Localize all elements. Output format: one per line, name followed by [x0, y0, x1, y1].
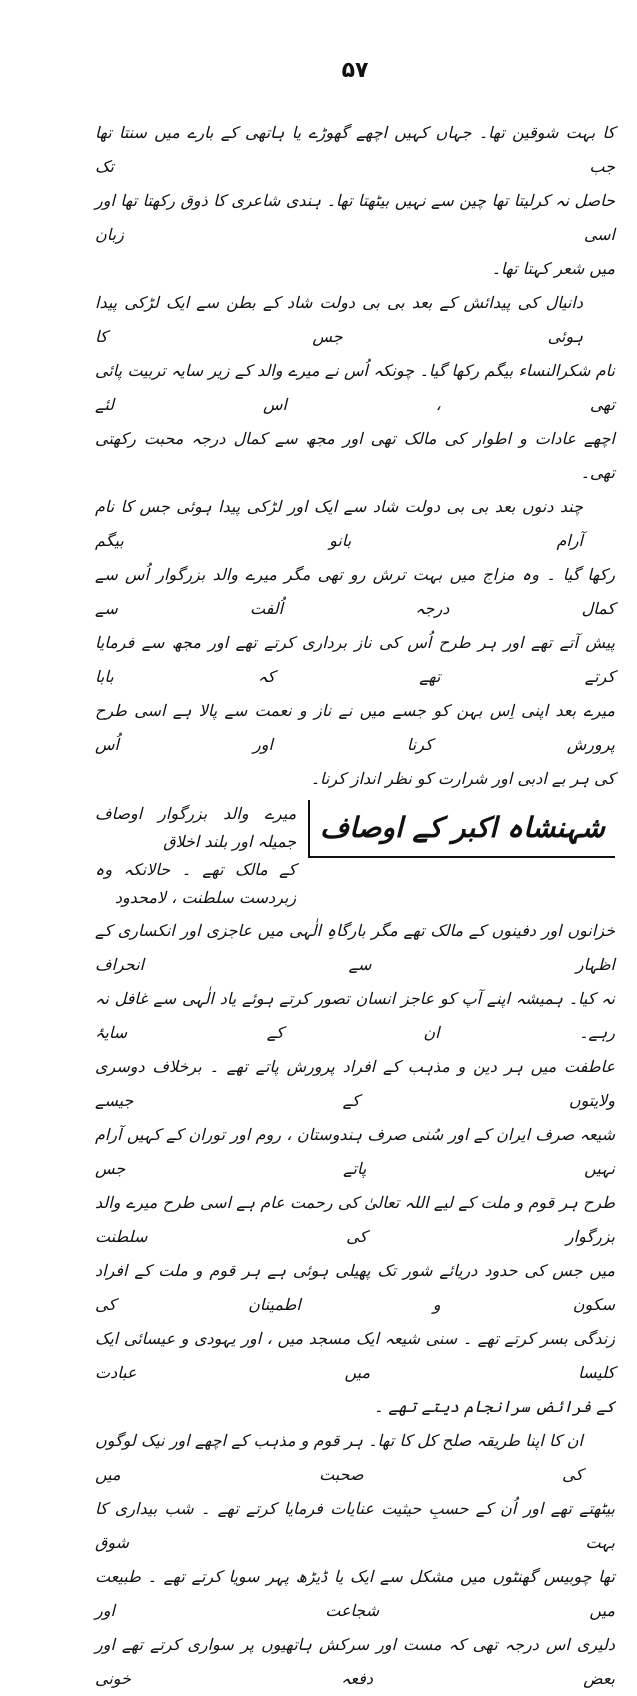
- text-line: میرے بعد اپنی اِس بہن کو جسے میں نے ناز و نعمت سے پالا ہے اسی طرح پرورش کرنا اور اُس: [95, 701, 615, 754]
- text-line: بیٹھتے تھے اور اُن کے حسبِ حیثیت عنایات فرمایا کرتے تھے ۔ شب بیداری کا بہت شوق: [95, 1499, 615, 1552]
- text-line: نہ کیا۔ ہمیشہ اپنے آپ کو عاجز انسان تصور کرتے ہوئے یاد الٰہی سے غافل نہ رہے۔ ان کے سایۂ: [95, 989, 615, 1042]
- paragraph-1: [95, 116, 615, 286]
- text-line: کا بہت شوقین تھا۔ جہاں کہیں اچھے گھوڑے یا ہاتھی کے بارے میں سنتا تھا جب تک: [95, 123, 615, 176]
- heading-side-text: [95, 800, 296, 912]
- paragraph-3: [95, 490, 615, 796]
- text-line: دانیال کی پیدائش کے بعد بی بی دولت شاد کے بطن سے ایک لڑکی پیدا ہوئی جس کا: [95, 293, 583, 346]
- paragraph-4: [95, 914, 615, 1424]
- text-line: کی ہر بے ادبی اور شرارت کو نظر انداز کرنا۔: [310, 769, 615, 788]
- section-heading-row: [95, 800, 615, 912]
- text-line: رکھا گیا ۔ وہ مزاج میں بہت ترش رو تھی مگر میرے والد بزرگوار اُس سے کمال درجہ اُلفت سے: [95, 565, 615, 618]
- text-line: عاطفت میں ہر دین و مذہب کے افراد پرورش پاتے تھے ۔ برخلاف دوسری ولایتوں کے جیسے: [95, 1057, 616, 1110]
- paragraph-2: [95, 286, 615, 490]
- text-line: اچھے عادات و اطوار کی مالک تھی اور مجھ سے کمال درجہ محبت رکھتی تھی۔: [95, 429, 615, 482]
- section-heading: شہنشاہ اکبر کے اوصاف: [308, 800, 615, 858]
- text-line: دلیری اس درجہ تھی کہ مست اور سرکش ہاتھیوں پر سواری کرتے تھے اور بعض دفعہ خونی: [95, 1635, 615, 1688]
- page: [95, 0, 615, 1696]
- text-line: پیش آتے تھے اور ہر طرح اُس کی ناز برداری کرتے تھے اور مجھ سے فرمایا کرتے تھے کہ بابا: [95, 633, 615, 686]
- text-line: ان کا اپنا طریقہ صلح کل کا تھا۔ ہر قوم و مذہب کے اچھے اور نیک لوگوں کی صحبت میں: [95, 1431, 583, 1484]
- text-line: میں جس کی حدود دریائے شور تک پھیلی ہوئی ہے ہر قوم و ملت کے افراد سکون و اطمینان کی: [95, 1261, 615, 1314]
- text-line: زندگی بسر کرتے تھے ۔ سنی شیعہ ایک مسجد میں ، اور یہودی و عیسائی ایک کلیسا میں عبادت: [95, 1329, 615, 1382]
- text-line: خزانوں اور دفینوں کے مالک تھے مگر بارگاہِ الٰہی میں عاجزی اور انکساری کے اظہار سے انحراف: [95, 921, 615, 974]
- text-line: کے فرائض سرانجام دیتے تھے ۔: [373, 1397, 615, 1416]
- text-line: طرح ہر قوم و ملت کے لیے اللہ تعالیٰ کی رحمت عام ہے اسی طرح میرے والد بزرگوار کی سلطنت: [95, 1193, 615, 1246]
- text-line: حاصل نہ کرلیتا تھا چین سے نہیں بیٹھتا تھا۔ ہندی شاعری کا ذوق رکھتا تھا اور اسی زبان: [95, 191, 615, 244]
- text-line: میرے والد بزرگوار اوصاف جمیلہ اور بلند اخلاق: [95, 804, 297, 851]
- text-line: تھا چوبیس گھنٹوں میں مشکل سے ایک یا ڈیڑھ پہر سویا کرتے تھے ۔ طبیعت میں شجاعت اور: [95, 1567, 615, 1620]
- text-line: کے مالک تھے ۔ حالانکہ وہ زبردست سلطنت ، لامحدود: [95, 860, 297, 907]
- text-line: نام شکرالنساء بیگم رکھا گیا۔ چونکہ اُس نے میرے والد کے زیر سایہ تربیت پائی تھی ، اس لئے: [95, 361, 615, 414]
- page-number: ۵۷: [341, 58, 369, 83]
- text-line: چند دنوں بعد بی بی دولت شاد سے ایک اور لڑکی پیدا ہوئی جس کا نام آرام بانو بیگم: [95, 497, 583, 550]
- text-line: شیعہ صرف ایران کے اور سُنی صرف ہندوستان ، روم اور توران کے کہیں آرام نہیں پاتے جس: [95, 1125, 615, 1178]
- text-line: میں شعر کہتا تھا۔: [491, 259, 615, 278]
- paragraph-5: [95, 1424, 615, 1696]
